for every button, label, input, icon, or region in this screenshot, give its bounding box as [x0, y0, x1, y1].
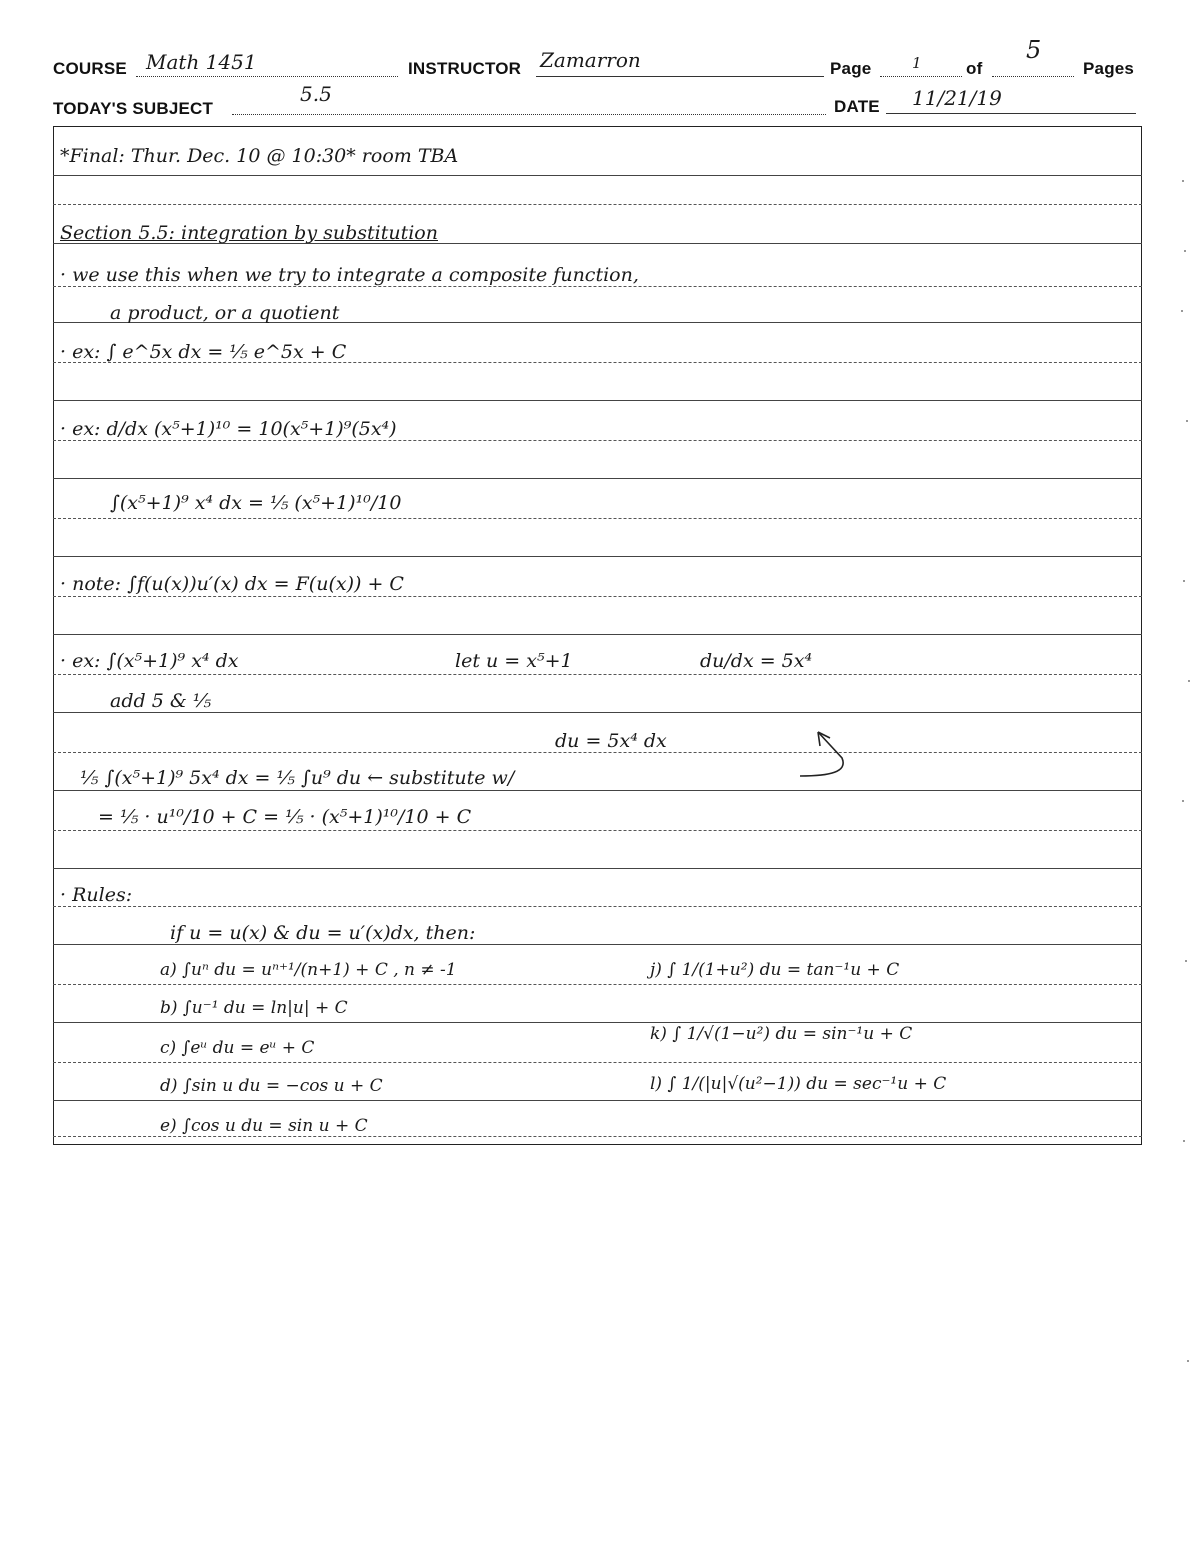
- subject-field-line: [232, 114, 826, 115]
- ruled-line: [53, 674, 1142, 675]
- note-section-title: Section 5.5: integration by substitution: [60, 222, 438, 244]
- note-line: · ex: ∫ e^5x dx = ⅕ e^5x + C: [60, 341, 347, 363]
- instructor-field-line: [536, 76, 824, 77]
- note-line: add 5 & ⅕: [110, 690, 212, 712]
- note-final-exam: *Final: Thur. Dec. 10 @ 10:30* room TBA: [60, 145, 459, 167]
- subject-label: TODAY'S SUBJECT: [53, 99, 214, 118]
- note-line: · ex: d/dx (x⁵+1)¹⁰ = 10(x⁵+1)⁹(5x⁴): [60, 418, 397, 440]
- note-line: = ⅕ · u¹⁰/10 + C = ⅕ · (x⁵+1)¹⁰/10 + C: [98, 806, 472, 828]
- ruled-line: [53, 906, 1142, 907]
- note-rules-heading: · Rules:: [60, 884, 133, 906]
- ruled-line: [53, 175, 1142, 176]
- ruled-line: [53, 478, 1142, 479]
- rule-k: k) ∫ 1/√(1−u²) du = sin⁻¹u + C: [650, 1024, 913, 1044]
- ruled-line: [53, 752, 1142, 753]
- ruled-line: [53, 712, 1142, 713]
- subject-value: 5.5: [300, 82, 332, 106]
- note-line: du = 5x⁴ dx: [555, 730, 667, 752]
- instructor-label: INSTRUCTOR: [408, 59, 522, 78]
- total-pages-line: [992, 76, 1074, 77]
- course-value: Math 1451: [146, 50, 257, 74]
- rule-j: j) ∫ 1/(1+u²) du = tan⁻¹u + C: [650, 960, 900, 980]
- ruled-line: [53, 556, 1142, 557]
- ruled-line: [53, 868, 1142, 869]
- note-line: du/dx = 5x⁴: [700, 650, 813, 672]
- ruled-line: [53, 596, 1142, 597]
- note-line: if u = u(x) & du = u′(x)dx, then:: [170, 922, 476, 944]
- rule-e: e) ∫cos u du = sin u + C: [160, 1116, 368, 1136]
- total-pages: 5: [1026, 36, 1042, 64]
- date-label: DATE: [834, 97, 880, 116]
- ruled-line: [53, 944, 1142, 945]
- ruled-line: [53, 286, 1142, 287]
- date-value: 11/21/19: [912, 86, 1002, 110]
- ruled-line: [53, 440, 1142, 441]
- rule-a: a) ∫uⁿ du = uⁿ⁺¹/(n+1) + C , n ≠ -1: [160, 960, 457, 980]
- arrow-icon: [790, 724, 860, 784]
- note-line: · ex: ∫(x⁵+1)⁹ x⁴ dx: [60, 650, 239, 672]
- note-line: · we use this when we try to integrate a composite function,: [60, 264, 639, 286]
- ruled-line: [53, 1100, 1142, 1101]
- pages-label: Pages: [1083, 59, 1135, 78]
- of-label: of: [966, 59, 983, 78]
- rule-l: l) ∫ 1/(|u|√(u²−1)) du = sec⁻¹u + C: [650, 1074, 947, 1094]
- ruled-line: [53, 984, 1142, 985]
- course-label: COURSE: [53, 59, 127, 78]
- ruled-line: [53, 1022, 1142, 1023]
- ruled-line: [53, 634, 1142, 635]
- page-number: 1: [912, 54, 922, 72]
- scan-edge-marks: [1178, 160, 1198, 1540]
- rule-b: b) ∫u⁻¹ du = ln|u| + C: [160, 998, 348, 1018]
- page-label: Page: [830, 59, 872, 78]
- note-line: ⅕ ∫(x⁵+1)⁹ 5x⁴ dx = ⅕ ∫u⁹ du ← substitute w/: [80, 767, 515, 789]
- ruled-line: [53, 790, 1142, 791]
- instructor-value: Zamarron: [540, 48, 641, 72]
- rule-c: c) ∫eᵘ du = eᵘ + C: [160, 1038, 315, 1058]
- note-line: · note: ∫f(u(x))u′(x) dx = F(u(x)) + C: [60, 573, 404, 595]
- note-line: let u = x⁵+1: [455, 650, 573, 672]
- ruled-line: [53, 1136, 1142, 1137]
- page-number-line: [880, 76, 962, 77]
- ruled-line: [53, 204, 1142, 205]
- note-line: ∫(x⁵+1)⁹ x⁴ dx = ⅕ (x⁵+1)¹⁰/10: [110, 492, 402, 514]
- ruled-line: [53, 1062, 1142, 1063]
- ruled-line: [53, 518, 1142, 519]
- note-line: a product, or a quotient: [110, 302, 340, 324]
- course-field-line: [136, 76, 398, 77]
- ruled-line: [53, 400, 1142, 401]
- date-field-line: [886, 113, 1136, 114]
- rule-d: d) ∫sin u du = −cos u + C: [160, 1076, 383, 1096]
- ruled-line: [53, 830, 1142, 831]
